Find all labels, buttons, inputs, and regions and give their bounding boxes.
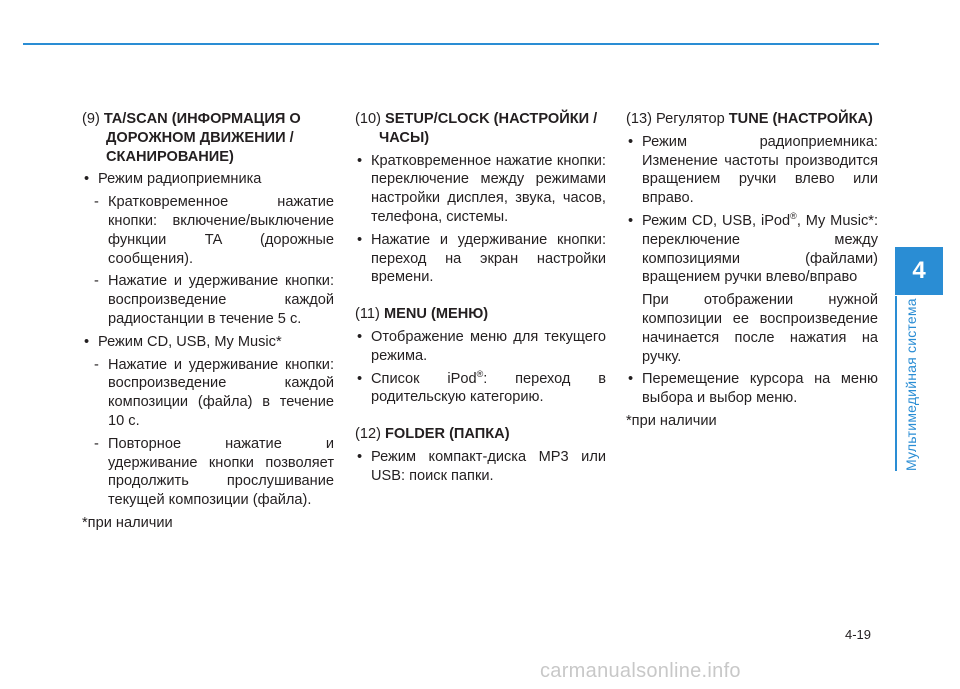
list-item: • Режим CD, USB, My Music* xyxy=(82,333,334,352)
section-10-heading: (10) SETUP/CLOCK (НАСТРОЙКИ /ЧАСЫ) xyxy=(355,111,598,146)
column-2 xyxy=(355,110,606,490)
list-item: - Нажатие и удерживание кнопки: воспроизведение каждой композиции (файла) в течение 10 с. xyxy=(82,356,334,431)
page-number: 4-19 xyxy=(845,627,872,642)
list-item: - Нажатие и удерживание кнопки: воспроизведение каждой радиостанции в течение 5 с. xyxy=(82,272,334,328)
chapter-label: Мультимедийная система xyxy=(903,298,919,471)
paragraph: При отображении нужной композиции ее воспроизведение начинается после нажатия на ручку. xyxy=(642,292,878,365)
list-item: • Список iPod®: переход в родительскую категорию. xyxy=(355,370,606,408)
chapter-tab: 4 xyxy=(895,247,943,295)
footnote: *при наличии xyxy=(82,514,173,531)
list-item: • Перемещение курсора на меню выбора и выбор меню. xyxy=(626,370,878,408)
chapter-rule xyxy=(895,296,897,471)
list-item: - Повторное нажатие и удерживание кнопки позволяет продолжить прослушивание текущей композиции (файла). xyxy=(82,435,334,510)
watermark: carmanualsonline.info xyxy=(540,660,741,682)
section-13-heading: (13) Регулятор TUNE (НАСТРОЙКА) xyxy=(626,111,873,127)
section-12-heading: (12) FOLDER (ПАПКА) xyxy=(355,426,510,443)
section-11-heading: (11) MENU (МЕНЮ) xyxy=(355,306,489,323)
list-item: • Режим компакт-диска MP3 или USB: поиск папки. xyxy=(355,448,606,486)
list-item: • Режим радиоприемника xyxy=(82,170,334,189)
list-item: • Режим радиоприемника: Изменение частоты производится вращением ручки влево или вправо. xyxy=(626,133,878,208)
list-item: • Нажатие и удерживание кнопки: переход на экран настройки времени. xyxy=(355,231,606,287)
column-3 xyxy=(626,110,878,431)
list-item: • Отображение меню для текущего режима. xyxy=(355,328,606,366)
column-1 xyxy=(82,110,334,533)
list-item: • Режим CD, USB, iPod®, My Music*: переключение между композициями (файлами) вращением ручки влево/вправо xyxy=(626,212,878,287)
list-item: - Кратковременное нажатие кнопки: включение/выключение функции TA (дорожные сообщения). xyxy=(82,193,334,268)
header-rule xyxy=(23,43,879,45)
footnote: *при наличии xyxy=(626,412,717,429)
section-9-heading: (9) TA/SCAN (ИНФОРМАЦИЯ О ДОРОЖНОМ ДВИЖЕНИИ /СКАНИРОВАНИЕ) xyxy=(82,111,301,165)
list-item: • Кратковременное нажатие кнопки: переключение между режимами настройки дисплея, звука, часов, телефона, системы. xyxy=(355,152,606,227)
